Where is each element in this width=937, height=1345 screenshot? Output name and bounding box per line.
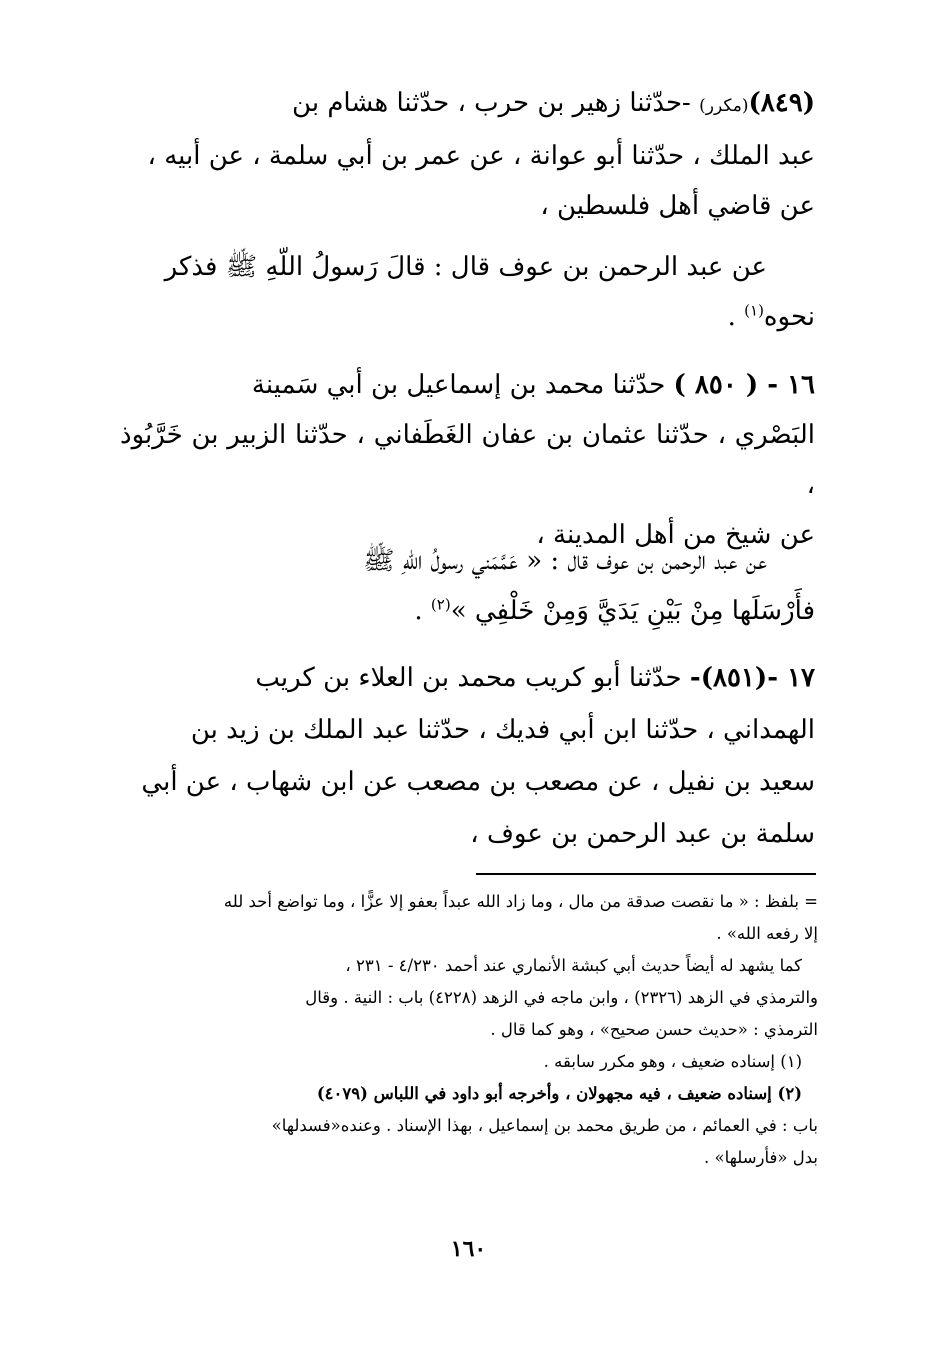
hadith-number: (٨٤٩) <box>748 88 815 118</box>
isnad-line <box>120 652 815 704</box>
isnad-line: البَصْري ، حدّثنا عثمان بن عفان الغَطَفاني ، حدّثنا الزبير بن خَرَّبُوذ ، <box>120 420 815 500</box>
footnotes <box>118 886 818 1174</box>
footnote-ref: (٢) <box>430 595 451 614</box>
isnad-line: عن قاضي أهل فلسطين ، <box>540 191 815 221</box>
footnote-ref: (١) <box>744 301 764 320</box>
isnad-line: سلمة بن عبد الرحمن بن عوف ، <box>470 819 815 849</box>
hadith-number: ١٧ -(٨٥١)- <box>689 663 815 693</box>
isnad-line: سعيد بن نفيل ، عن مصعب بن مصعب عن ابن شهاب ، عن أبي <box>141 767 815 797</box>
footnote-1: (١) إسناده ضعيف ، وهو مكرر سابقه . <box>543 1052 802 1071</box>
isnad-text: حدّثنا أبو كريب محمد بن العلاء بن كريب <box>255 663 682 693</box>
matn-line: عن عبد الرحمن بن عوف قال : « عَمَّمَني رسولُ اللّهِ ﷺ <box>363 546 767 576</box>
page-number: ١٦٠ <box>450 1236 487 1262</box>
footnote-continuation: إلا رفعه الله» . <box>716 924 818 943</box>
footnote-paragraph: الترمذي : «حديث حسن صحيح» ، وهو كما قال . <box>490 1020 818 1039</box>
isnad-line <box>120 360 815 410</box>
hadith-851 <box>120 652 815 860</box>
matn-line: فأَرْسَلَها مِنْ بَيْنِ يَدَيَّ وَمِنْ خَلْفِي »$^{(٢)}$ . <box>414 595 815 626</box>
isnad-text: -حدّثنا زهير بن حرب ، حدّثنا هشام بن <box>292 88 691 118</box>
footnote-separator <box>476 873 816 875</box>
repeat-label: (مكرر) <box>699 96 749 116</box>
matn-line: عن عبد الرحمن بن عوف قال : قالَ رَسولُ اللّهِ ﷺ فذكر <box>164 252 767 282</box>
footnote-paragraph: والترمذي في الزهد (٢٣٢٦) ، وابن ماجه في الزهد (٤٢٢٨) باب : النية . وقال <box>305 988 818 1007</box>
hadith-850 <box>120 360 815 560</box>
footnote-paragraph: كما يشهد له أيضاً حديث أبي كبشة الأنماري عند أحمد ٤/٢٣٠ - ٢٣١ ، <box>345 956 802 975</box>
matn-line: نحوه$^{(١)}$ . <box>727 301 815 332</box>
isnad-line: الهمداني ، حدّثنا ابن أبي فديك ، حدّثنا عبد الملك بن زيد بن <box>190 715 815 745</box>
footnote-2-cont: باب : في العمائم ، من طريق محمد بن إسماعيل ، بهذا الإسناد . وعنده«فسدلها» <box>271 1116 818 1135</box>
isnad-line <box>120 78 815 131</box>
isnad-line: عن شيخ من أهل المدينة ، <box>536 520 815 550</box>
hadith-849 <box>120 78 815 231</box>
matn-849 <box>120 242 815 342</box>
isnad-line: عبد الملك ، حدّثنا أبو عوانة ، عن عمر بن أبي سلمة ، عن أبيه ، <box>147 141 815 171</box>
footnote-2: (٢) إسناده ضعيف ، فيه مجهولان ، وأخرجه أبو داود في اللباس (٤٠٧٩) <box>316 1084 802 1103</box>
isnad-text: حدّثنا محمد بن إسماعيل بن أبي سَمينة <box>251 370 666 400</box>
matn-850 <box>120 536 815 636</box>
hadith-number: ١٦ - ( ٨٥٠ ) <box>673 370 815 400</box>
footnote-continuation: = بلفظ : « ما نقصت صدقة من مال ، وما زاد الله عبداً بعفو إلا عزًّا ، وما تواضع أحد لله <box>223 892 818 911</box>
footnote-2-cont: بدل «فأرسلها» . <box>704 1148 818 1167</box>
